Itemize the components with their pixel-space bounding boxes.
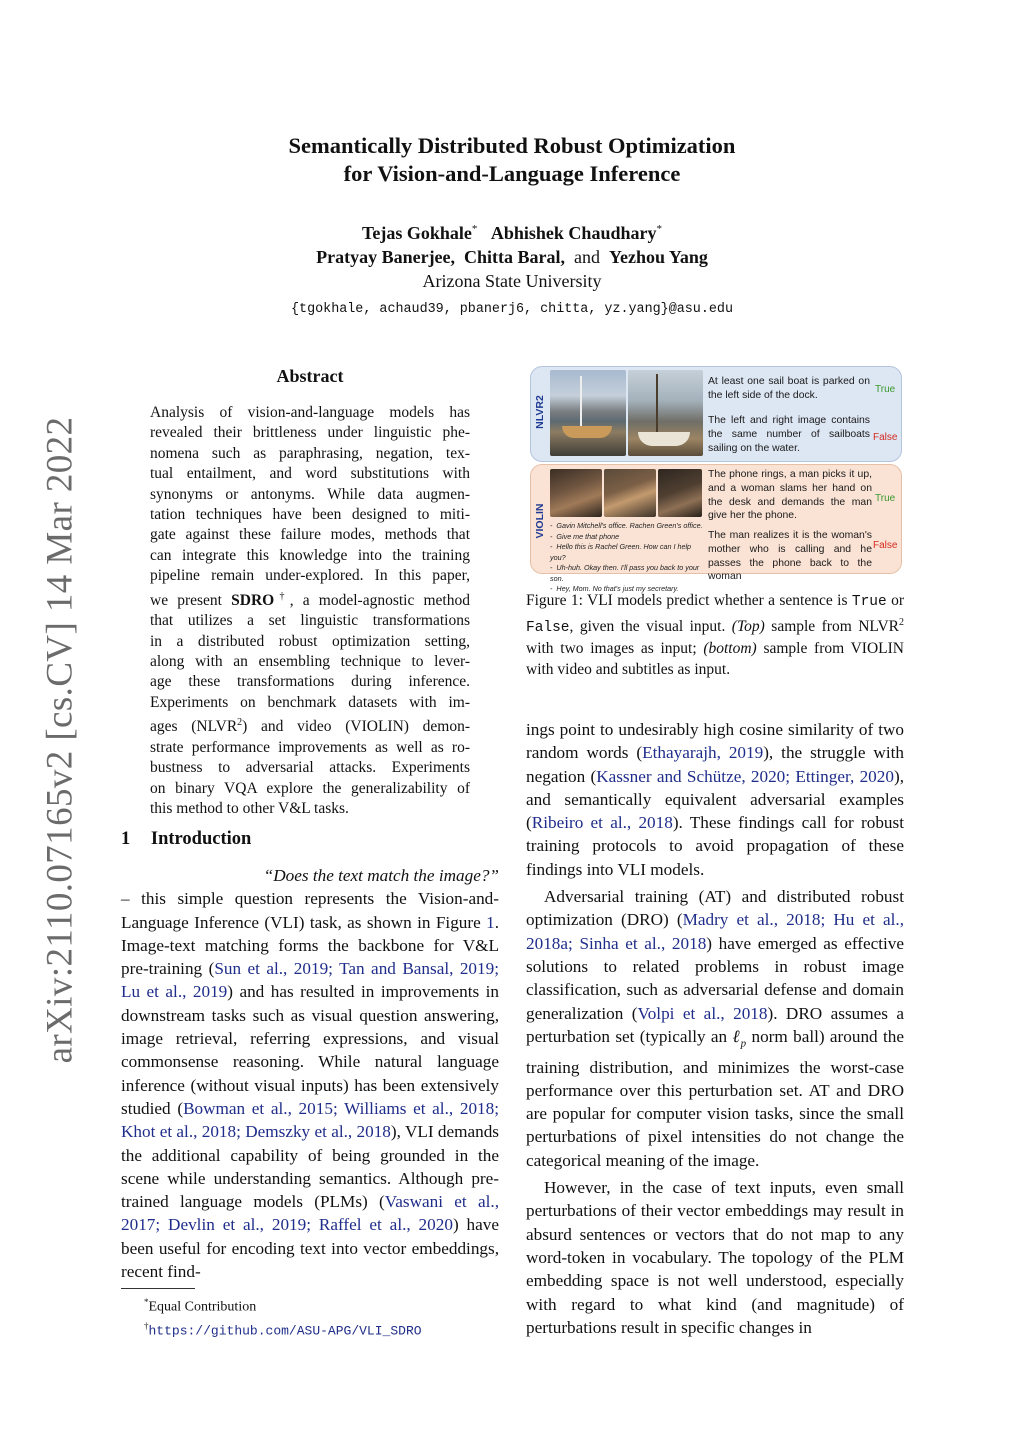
boat-hull-shape — [638, 432, 690, 446]
body-text: ), VLI demands the additional capability of being grounded in the scene while understanding semantics. Although pre-trained language models (PLMs) ( — [121, 1122, 499, 1212]
footnote-text: Equal Contribution — [148, 1299, 257, 1315]
figure-ref-link[interactable]: 1 — [486, 912, 495, 932]
violin-label-true: True — [875, 493, 896, 504]
citation-sep: ; — [494, 959, 499, 979]
footnote-mark: * — [144, 1297, 149, 1307]
repo-url-link[interactable]: https://github.com/ASU-APG/VLI_SDRO — [148, 1323, 422, 1339]
body-text: . Image-text matching forms the backbone for V&L pre-training ( — [121, 912, 499, 979]
boat-hull-shape — [562, 426, 612, 438]
abstract-text: , a model-agnostic method — [289, 591, 470, 609]
subtitle-text: Hello this is Rachel Green. How can I help you? — [550, 542, 692, 562]
caption-code: False — [526, 619, 570, 636]
violin-sentence-2: The man realizes it is the woman's mother who is calling and he passes the phone back to the woman — [708, 530, 872, 583]
section-number: 1 — [121, 829, 131, 849]
nlvr2-label-true: True — [875, 384, 896, 395]
author-banerjee: Pratyay Banerjee, — [316, 247, 456, 267]
abstract-line: tual entailment, and word substitutions with — [150, 465, 470, 483]
citation-sep: ; — [820, 910, 834, 930]
figure-1 — [530, 366, 902, 593]
author-chaudhary: Abhishek Chaudhary — [490, 223, 657, 243]
nlvr2-sentence-1: At least one sail boat is parked on the left side of the dock. — [708, 376, 870, 401]
violin-label-false: False — [873, 540, 898, 551]
equal-contrib-mark: * — [656, 223, 662, 235]
citation-link[interactable]: Sun et al., 2019 — [214, 959, 329, 979]
body-text: ). These findings call for robust training protocols to avoid propagation of these findings into VLI models. — [526, 813, 904, 879]
violin-frame-3 — [658, 469, 702, 517]
subtitle-line — [550, 542, 705, 563]
subtitle-text: Hey, Mom. No that's just my secretary. — [556, 584, 679, 593]
caption-emphasis: (bottom) — [703, 639, 757, 657]
footnote-mark: † — [274, 590, 290, 602]
author-block — [0, 217, 1024, 322]
intro-paragraph — [121, 887, 499, 1283]
violin-frame-2 — [604, 469, 656, 517]
body-paragraph — [526, 885, 904, 1172]
abstract-line: revealed their brittleness under linguistic phe- — [150, 424, 470, 442]
body-text: ), and semantically equivalent adversarial examples ( — [526, 766, 904, 833]
subtitle-line — [550, 563, 705, 584]
abstract-line: nomena such as paraphrasing, negation, tex- — [150, 444, 470, 462]
abstract-line: tation techniques have been designed to miti- — [150, 506, 470, 524]
citation-link[interactable]: Hu et al., 2018a — [526, 910, 904, 953]
subtitle-text: Gavin Mitchell's office. Rachen Green's office. — [556, 521, 703, 530]
abstract-line: gate against these failure modes, methods that — [150, 526, 470, 544]
body-text: ) have emerged as effective solutions to related problems in robust image classification, such as adversarial defense and domain generalization ( — [526, 933, 904, 1023]
math-subscript: p — [740, 1037, 747, 1050]
caption-emphasis: (Top) — [731, 617, 765, 635]
citation-link[interactable]: Tan and Bansal, 2019 — [339, 959, 495, 979]
author-yang: Yezhou Yang — [609, 247, 708, 267]
intro-quote: “Does the text match the image?” — [263, 866, 499, 885]
body-paragraph — [526, 718, 904, 881]
footnote-2 — [144, 1317, 422, 1341]
abstract-line: Experiments on benchmark datasets with im- — [150, 693, 470, 711]
abstract-line: age these transformations during inference. — [150, 673, 470, 691]
abstract-line: along with an ensembling technique to lever- — [150, 653, 470, 671]
author-line-1 — [0, 217, 1024, 245]
caption-text: , given the visual input. — [569, 617, 732, 635]
citation-sep: ; — [328, 959, 340, 979]
subtitle-bullet: - — [550, 531, 553, 541]
subtitle-bullet: - — [550, 521, 553, 530]
nlvr2-label-false: False — [873, 432, 898, 443]
abstract-text: ) and video (VIOLIN) demon- — [242, 718, 470, 736]
abstract-line: pipeline remain under-explored. In this paper, — [150, 567, 470, 585]
citation-link[interactable]: Raffel et al., 2020 — [318, 1215, 453, 1235]
violin-label-text: VIOLIN — [534, 503, 546, 539]
body-text: norm ball) around the training distribution, and minimizes the worst-case performance over this perturbation set. AT and DRO are popular for computer vision tasks, since the small perturbations of pixel intensities do not change the categorical meaning of the image. — [526, 1026, 904, 1170]
citation-sep: ; — [494, 1098, 500, 1118]
superscript: 2 — [899, 616, 904, 628]
right-column-body — [526, 718, 904, 1339]
abstract-body — [150, 403, 470, 819]
abstract-line: in a distributed robust optimization setting, — [150, 632, 470, 650]
abstract-heading: Abstract — [276, 366, 344, 386]
author-baral: Chitta Baral, — [464, 247, 566, 267]
body-text: ) have been useful for encoding text into vector embeddings, recent find- — [121, 1215, 499, 1282]
citation-sep: ; — [785, 766, 796, 786]
citation-link[interactable]: Bowman et al., 2015 — [183, 1098, 333, 1118]
author-gokhale: Tejas Gokhale — [362, 223, 472, 243]
footnotes — [144, 1293, 422, 1340]
abstract-line — [150, 713, 470, 738]
footnote-mark: † — [144, 1320, 149, 1331]
citation-link[interactable]: Williams et al., 2018 — [344, 1098, 495, 1118]
citation-link[interactable]: Lu et al., 2019 — [121, 982, 228, 1002]
abstract-line: on binary VQA explore the generalizability of — [150, 779, 470, 797]
subtitle-line — [550, 521, 705, 532]
citation-sep: ; — [236, 1122, 246, 1142]
citation-link[interactable]: Ettinger, 2020 — [795, 766, 894, 786]
citation-link[interactable]: Sinha et al., 2018 — [579, 933, 707, 953]
section-title: Introduction — [150, 829, 252, 849]
abstract-text: ages (NLVR — [150, 718, 238, 736]
math-symbol: ℓ — [732, 1026, 741, 1046]
citation-link[interactable]: Ethayarajh, 2019 — [642, 743, 764, 763]
section-heading — [121, 829, 251, 850]
arxiv-id: arXiv:2110.07165v2 [cs.CV] 14 Mar 2022 — [39, 416, 81, 1064]
citation-sep: ; — [155, 1215, 169, 1235]
subtitle-bullet: - — [550, 584, 553, 593]
nlvr2-right-image — [628, 370, 703, 456]
body-text: ) and has resulted in improvements in downstream tasks such as visual question answering, image retrieval, referring expressions, and visual commonsense reasoning. While natural language inference (without visual inputs) has been extensively studied ( — [121, 982, 499, 1118]
abstract-line — [150, 587, 470, 612]
citation-link[interactable]: Devlin et al., 2019 — [168, 1215, 307, 1235]
violin-sentence-1: The phone rings, a man picks it up, and a woman slams her hand on the desk and demands the man give her the phone. — [708, 469, 872, 522]
abstract-text: we present — [150, 591, 232, 609]
superscript: 2 — [237, 717, 243, 729]
paper-title — [0, 132, 1024, 188]
citation-link[interactable]: Ribeiro et al., 2018 — [531, 813, 673, 833]
subtitle-text: Uh-huh. Okay then. I'll pass you back to your son. — [550, 563, 700, 583]
figure-1-caption — [526, 591, 904, 680]
abstract-line: can integrate this knowledge into the training — [150, 546, 470, 564]
abstract-line: that utilizes a set linguistic transformations — [150, 612, 470, 630]
body-paragraph: However, in the case of text inputs, even small perturbations of their vector embeddings may result in absurd sentences or vectors that do not map to any word-token in vocabulary. The topology of the PLM embedding space is not well understood, especially with regard to what kind (and magnitude) of perturbations result in specific changes in — [526, 1178, 904, 1337]
subtitle-line — [550, 532, 705, 543]
subtitle-text: Give me that phone — [556, 531, 620, 541]
caption-text: sample from NLVR — [764, 617, 899, 635]
caption-text: with two images as input; — [526, 639, 704, 657]
citation-link[interactable]: Khot et al., 2018 — [121, 1122, 237, 1142]
caption-text: sample from VIOLIN with video and subtitles as input. — [526, 639, 904, 678]
footnote-rule — [121, 1288, 195, 1289]
abstract-line: synonyms or antonyms. While data augmen- — [150, 485, 470, 503]
body-text: Adversarial training (AT) and distributed robust optimization (DRO) ( — [526, 887, 904, 930]
abstract-line: strate performance improvements as well as ro- — [150, 738, 470, 756]
body-text: ). DRO assumes a perturbation set (typically an — [526, 1003, 904, 1046]
equal-contrib-mark: * — [471, 223, 478, 235]
citation-link[interactable]: Madry et al., 2018 — [682, 910, 821, 930]
title-line-2: for Vision-and-Language Inference — [343, 161, 681, 186]
title-line-1: Semantically Distributed Robust Optimization — [288, 133, 736, 158]
violin-frame-1 — [550, 469, 602, 517]
body-text: ), the struggle with negation ( — [526, 743, 904, 786]
caption-text: or — [886, 592, 904, 609]
citation-link[interactable]: Vaswani et al., 2017 — [121, 1192, 499, 1235]
subtitle-bullet: - — [550, 563, 553, 572]
author-emails: {tgokhale, achaud39, pbanerj6, chitta, yz.yang}@asu.edu — [291, 302, 733, 317]
author-line-2 — [0, 245, 1024, 269]
citation-link[interactable]: Kassner and Schütze, 2020 — [596, 766, 786, 786]
abstract-line: Analysis of vision-and-language models has — [150, 404, 470, 421]
body-text: – this simple question represents the Vision-and-Language Inference (VLI) task, as shown in Figure — [121, 889, 499, 932]
nlvr2-label-text: NLVR2 — [534, 395, 546, 429]
mast-shape — [656, 374, 658, 440]
footnote-1 — [144, 1293, 422, 1317]
author-and: and — [574, 247, 601, 267]
violin-subtitles — [550, 521, 705, 595]
nlvr2-left-image — [550, 370, 626, 456]
citation-link[interactable]: Demszky et al., 2018 — [245, 1122, 391, 1142]
abstract-line: bustness to adversarial attacks. Experiments — [150, 759, 470, 777]
citation-sep: ; — [306, 1215, 319, 1235]
citation-sep: ; — [568, 933, 580, 953]
nlvr2-sentence-2: The left and right image contains the same number of sailboats sailing on the water. — [708, 415, 870, 454]
citation-sep: ; — [332, 1098, 345, 1118]
intro-body — [121, 864, 499, 1283]
citation-link[interactable]: Volpi et al., 2018 — [637, 1003, 768, 1023]
affiliation: Arizona State University — [422, 271, 602, 291]
caption-text: Figure 1: VLI models predict whether a sentence is — [526, 592, 852, 609]
body-text: ings point to undesirably high cosine similarity of two random words ( — [526, 720, 904, 763]
caption-code: True — [851, 594, 887, 610]
abstract-line: this method to other V&L tasks. — [150, 800, 349, 818]
subtitle-bullet: - — [550, 542, 553, 551]
sdro-name: SDRO — [231, 591, 275, 609]
